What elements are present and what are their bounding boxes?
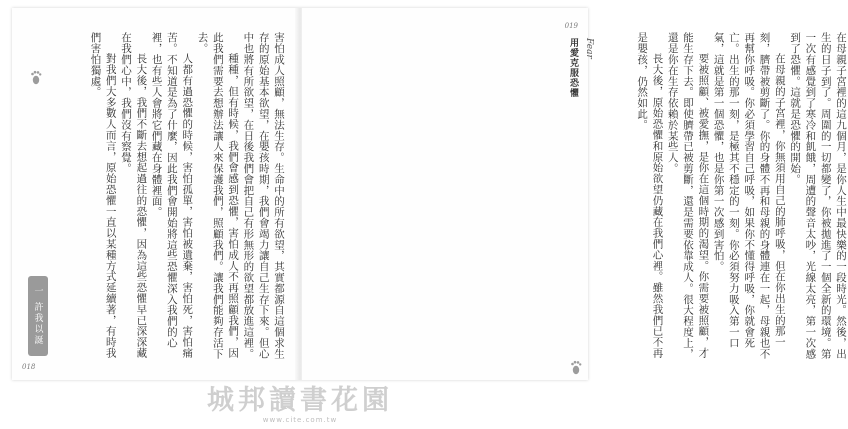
paragraph: 對我們大多數人而言，原始恐懼一直以某種方式延續著，有時我們害怕獨處。 (89, 32, 117, 359)
footprint-icon (30, 70, 42, 86)
paragraph: 在母親的子宮裡，你無須用自己的肺呼吸，但在你出生的那一刻，臍帶被剪斷了。你的身體不再和母親的身體連在一起，母親也不再幫你呼吸。你必須學習自己呼吸，如果你不懂得呼吸，你就會死亡。出生的那一刻，是極其不穩定的一刻。你必須努力吸入第一口氣，這就是第一個恐懼，也是你第一次感到害怕。 (712, 32, 786, 359)
right-page-number: 019 (564, 22, 578, 30)
watermark-url: www.cite.com.tw (262, 416, 338, 424)
right-page-text (636, 32, 848, 362)
watermark-title: 城邦讀書花園 (207, 385, 393, 416)
chapter-tab (28, 276, 48, 356)
paragraph: 長大後，原始恐懼和原始欲望仍藏在我們心裡。雖然我們已不再是嬰孩，仍然如此。 (636, 32, 664, 359)
left-page-number: 018 (22, 363, 36, 371)
running-header-italic: Fear (584, 38, 594, 59)
footprint-icon (570, 360, 582, 376)
paragraph: 種種，但有時候，我們會感到恐懼，害怕成人不再照顧我們，因此我們需要去想辦法讓人來保護我們，照顧我們。讓我們能夠存活下去。 (196, 32, 240, 359)
left-page (12, 8, 299, 380)
paragraph: 害怕成人照顧，無法生存。生命中的所有欲望，其實都源自這個求生存的原始基本欲望，在嬰孩時期，我們會竭力讓自己生存下來。但心中也將有所欲望，在日後我們會把自己有形無形的欲望都放進這裡。 (242, 32, 285, 359)
paragraph: 要被照顧、被愛撫，是你在這個時期的渴望。你需要被照顧，才能生存下去。即使臍帶已被剪斷，還是需要依靠成人。很大程度上，還是你在生存依賴於某些人。 (666, 32, 710, 359)
running-header (564, 38, 594, 126)
chapter-tab-label: 一 許我以誕 (32, 286, 43, 346)
paragraph: 長大後，我們不斷去想起過往的恐懼，因為這些恐懼早已深深藏在我們心中，我們沒有察覺。 (120, 32, 148, 359)
watermark (0, 385, 600, 424)
book-spread (12, 8, 847, 380)
paragraph: 在母親子宮裡的這九個月，是你人生中最快樂的一段時光。然後，出生的日子到了。周圍的一切都變了，你被拋進了一個全新的環境。第一次有感覺到了寒冷和飢餓，周遭的聲音太吵，光線太亮，第一次感到了恐懼。這就是恐懼的開始。 (789, 32, 847, 359)
left-page-text (62, 32, 286, 362)
paragraph: 人都有過恐懼的時候，害怕孤單，害怕被遺棄，害怕死，害怕痛苦。不知道是為了什麼，因此我們會開始將這些恐懼深入我們的心裡，也有些人會將它們藏在身體裡面。 (150, 32, 194, 359)
running-header-title: 用愛克服恐懼 (568, 38, 578, 98)
